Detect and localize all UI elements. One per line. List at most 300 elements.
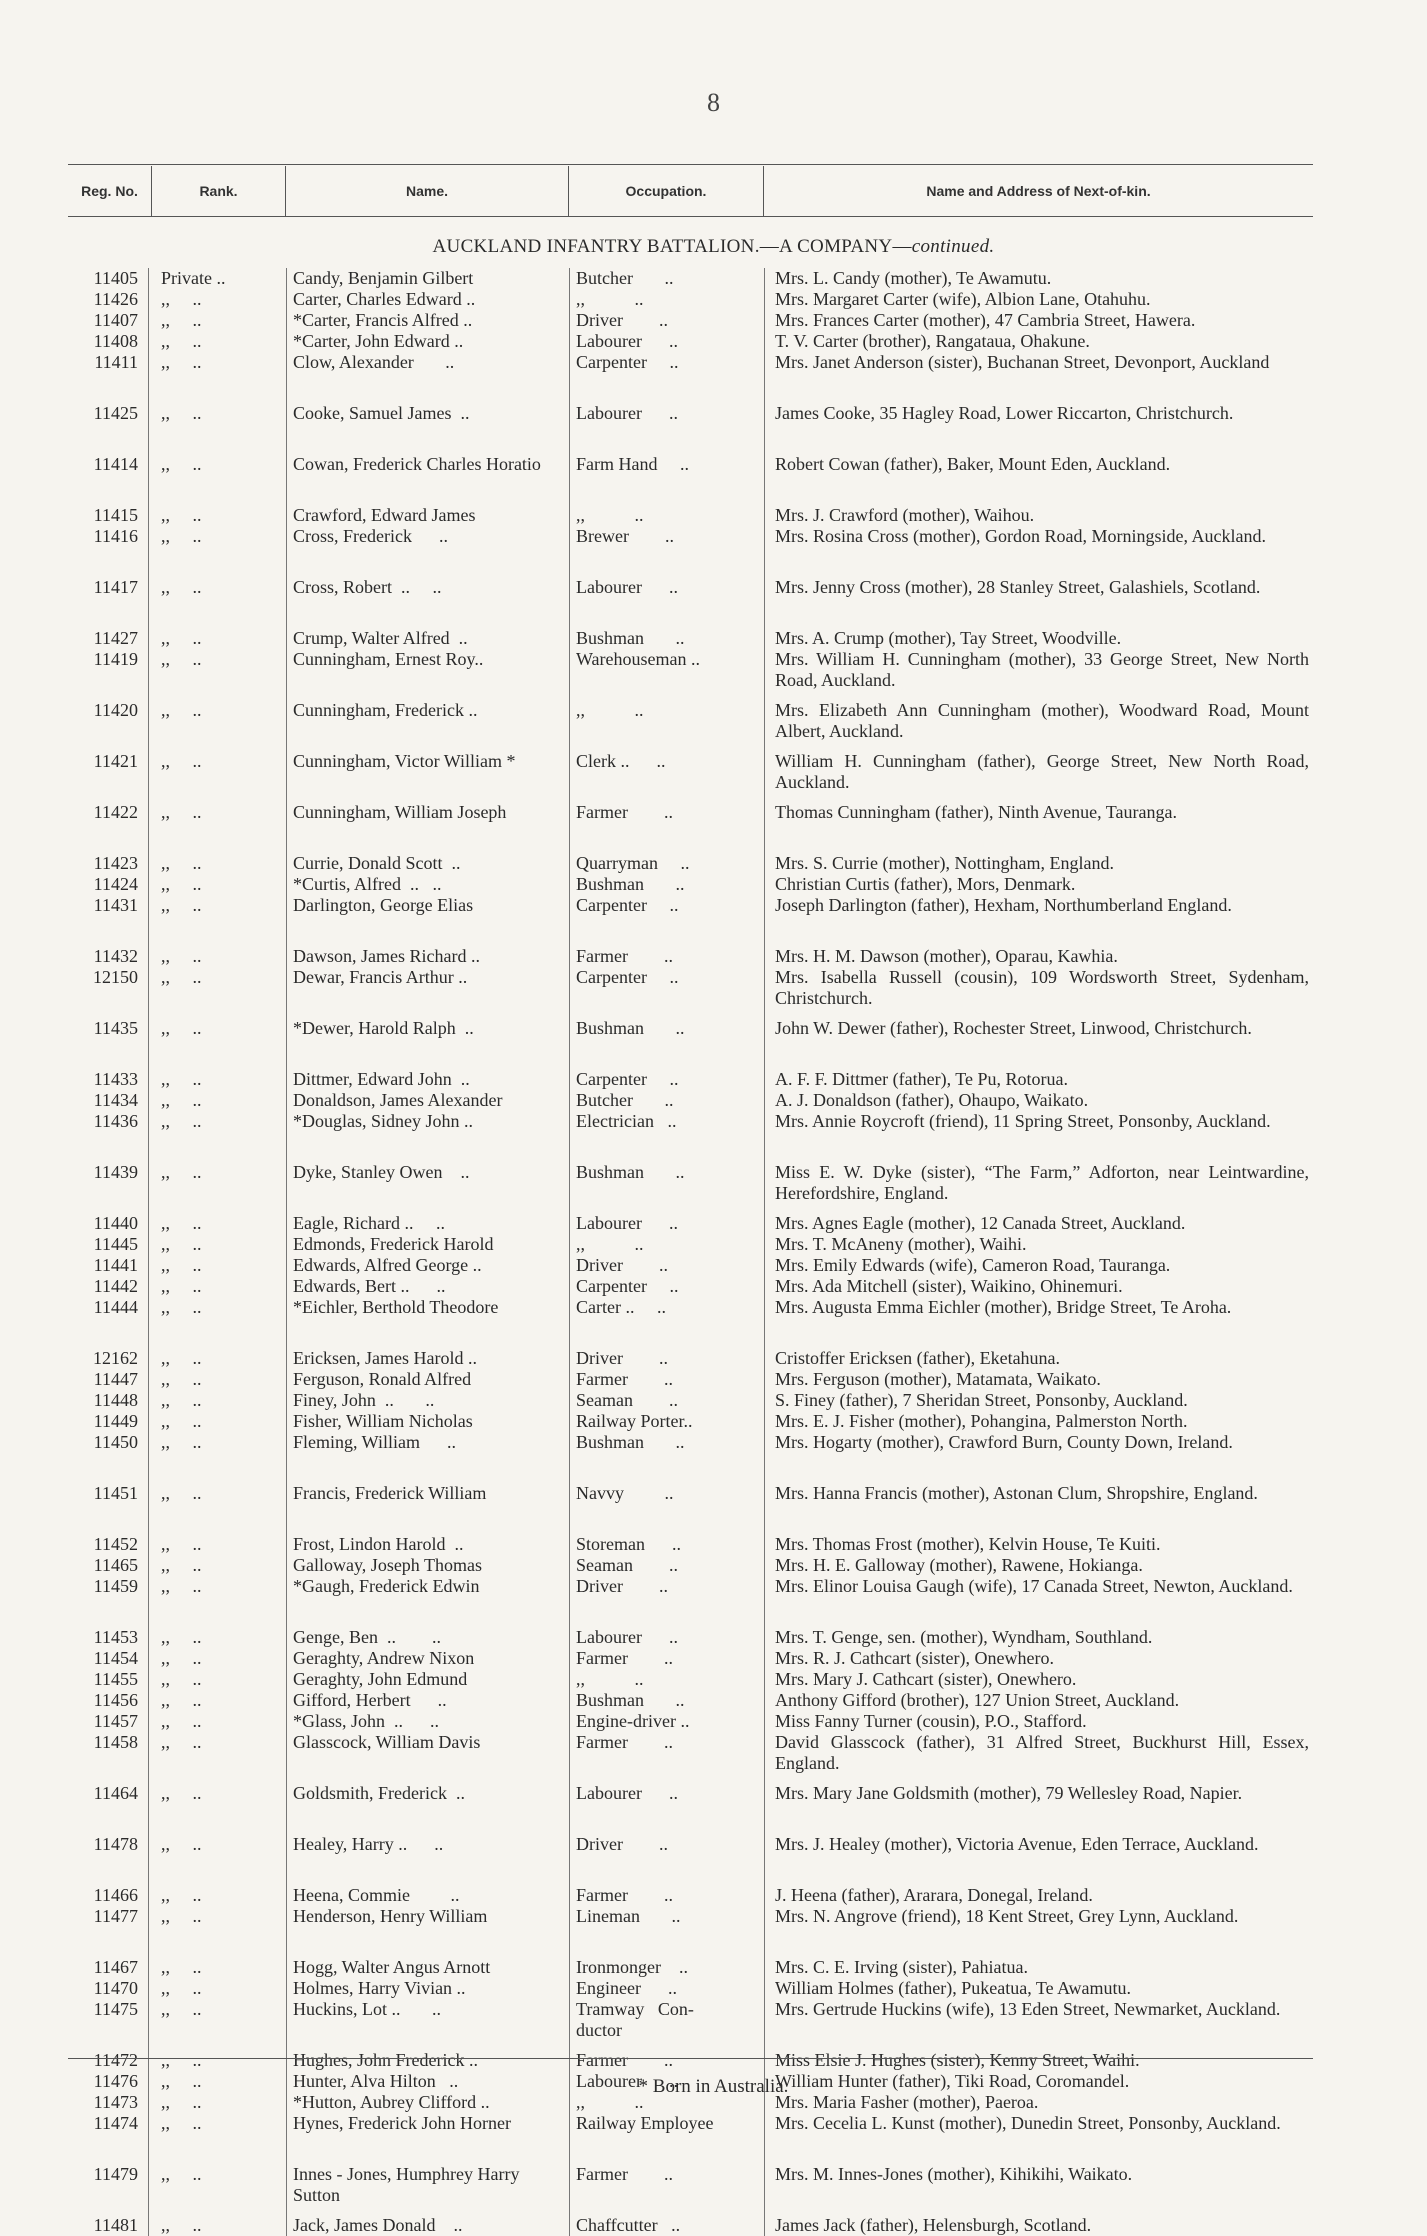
- reg-no-cell: 11407: [93, 310, 138, 330]
- table-row: [68, 1885, 1313, 1906]
- occupation-cell: Storeman ..: [569, 1534, 764, 1555]
- name-cell: Cunningham, Victor William *: [286, 751, 569, 802]
- name-cell: Fleming, William ..: [286, 1432, 569, 1483]
- table-row: [68, 1690, 1313, 1711]
- table-row: [68, 700, 1313, 751]
- table-row: [68, 1162, 1313, 1213]
- next-of-kin-cell: Mrs. Margaret Carter (wife), Albion Lane, Otahuhu.: [764, 289, 1313, 310]
- occupation-cell: Clerk .. ..: [569, 751, 764, 802]
- occupation-cell: Labourer ..: [569, 577, 764, 628]
- occupation-cell: ,, ..: [569, 700, 764, 751]
- reg-no-cell: 11411: [94, 352, 138, 372]
- rank-cell: ,, ..: [148, 700, 286, 751]
- rank-cell: Private ..: [148, 268, 286, 289]
- name-cell: Eagle, Richard .. ..: [286, 1213, 569, 1234]
- reg-no-cell: 11454: [93, 1648, 138, 1668]
- rank-cell: ,, ..: [148, 2215, 286, 2236]
- rank-cell: ,, ..: [148, 1576, 286, 1627]
- name-cell: Frost, Lindon Harold ..: [286, 1534, 569, 1555]
- table-row: [68, 802, 1313, 853]
- reg-no-cell: 11473: [93, 2092, 138, 2112]
- page-number: 8: [707, 88, 720, 117]
- reg-no-cell: 11470: [93, 1978, 138, 1998]
- rank-cell: ,, ..: [148, 505, 286, 526]
- name-cell: Hughes, John Frederick ..: [286, 2050, 569, 2071]
- next-of-kin-cell: Mrs. Ferguson (mother), Matamata, Waikato.: [764, 1369, 1313, 1390]
- name-cell: Cooke, Samuel James ..: [286, 403, 569, 454]
- occupation-cell: Carpenter ..: [569, 1276, 764, 1297]
- reg-no-cell: 11458: [93, 1732, 138, 1752]
- rank-cell: ,, ..: [148, 802, 286, 853]
- reg-no-cell: 11453: [93, 1627, 138, 1647]
- reg-no-cell: 11465: [93, 1555, 138, 1575]
- name-cell: Geraghty, Andrew Nixon: [286, 1648, 569, 1669]
- name-cell: Darlington, George Elias: [286, 895, 569, 946]
- next-of-kin-cell: John W. Dewer (father), Rochester Street, Linwood, Christchurch.: [764, 1018, 1313, 1069]
- occupation-cell: Carpenter ..: [569, 1069, 764, 1090]
- rank-cell: ,, ..: [148, 289, 286, 310]
- rank-cell: ,, ..: [148, 1297, 286, 1348]
- reg-no-cell: 11408: [93, 331, 138, 351]
- occupation-cell: Carter .. ..: [569, 1297, 764, 1348]
- table-row: [68, 1390, 1313, 1411]
- rank-cell: ,, ..: [148, 946, 286, 967]
- occupation-cell: Quarryman ..: [569, 853, 764, 874]
- occupation-cell: Farmer ..: [569, 2164, 764, 2215]
- table-header: [68, 166, 1313, 216]
- occupation-cell: Labourer ..: [569, 331, 764, 352]
- name-cell: Holmes, Harry Vivian ..: [286, 1978, 569, 1999]
- occupation-cell: Farmer ..: [569, 1369, 764, 1390]
- name-cell: Carter, Charles Edward ..: [286, 289, 569, 310]
- occupation-cell: Electrician ..: [569, 1111, 764, 1162]
- name-cell: Goldsmith, Frederick ..: [286, 1783, 569, 1834]
- table-row: [68, 1648, 1313, 1669]
- header-rank: Rank.: [152, 166, 286, 216]
- reg-no-cell: 11457: [93, 1711, 138, 1731]
- name-cell: Edmonds, Frederick Harold: [286, 1234, 569, 1255]
- name-cell: Clow, Alexander ..: [286, 352, 569, 403]
- reg-no-cell: 12162: [93, 1348, 138, 1368]
- name-cell: Cunningham, Frederick ..: [286, 700, 569, 751]
- next-of-kin-cell: Mrs. Thomas Frost (mother), Kelvin House, Te Kuiti.: [764, 1534, 1313, 1555]
- occupation-cell: Warehouseman ..: [569, 649, 764, 700]
- next-of-kin-cell: Mrs. Maria Fasher (mother), Paeroa.: [764, 2092, 1313, 2113]
- next-of-kin-cell: Mrs. Janet Anderson (sister), Buchanan Street, Devonport, Auckland: [764, 352, 1313, 403]
- next-of-kin-cell: T. V. Carter (brother), Rangataua, Ohakune.: [764, 331, 1313, 352]
- name-cell: *Gaugh, Frederick Edwin: [286, 1576, 569, 1627]
- rank-cell: ,, ..: [148, 1978, 286, 1999]
- reg-no-cell: 11421: [93, 751, 138, 771]
- reg-no-cell: 11431: [93, 895, 138, 915]
- name-cell: Finey, John .. ..: [286, 1390, 569, 1411]
- occupation-cell: Labourer ..: [569, 1627, 764, 1648]
- rank-cell: ,, ..: [148, 352, 286, 403]
- next-of-kin-cell: Mrs. J. Crawford (mother), Waihou.: [764, 505, 1313, 526]
- table-row: [68, 1255, 1313, 1276]
- rank-cell: ,, ..: [148, 1018, 286, 1069]
- rank-cell: ,, ..: [148, 526, 286, 577]
- occupation-cell: Seaman ..: [569, 1390, 764, 1411]
- table-row: [68, 1090, 1313, 1111]
- next-of-kin-cell: S. Finey (father), 7 Sheridan Street, Ponsonby, Auckland.: [764, 1390, 1313, 1411]
- occupation-cell: Tramway Con- ductor: [569, 1999, 764, 2050]
- table-row: [68, 1411, 1313, 1432]
- name-cell: Healey, Harry .. ..: [286, 1834, 569, 1885]
- reg-no-cell: 11475: [93, 1999, 138, 2019]
- table-row: [68, 2113, 1313, 2164]
- reg-no-cell: 11455: [93, 1669, 138, 1689]
- next-of-kin-cell: Mrs. M. Innes-Jones (mother), Kihikihi, Waikato.: [764, 2164, 1313, 2215]
- table-row: [68, 967, 1313, 1018]
- table-row: [68, 874, 1313, 895]
- rank-cell: ,, ..: [148, 1906, 286, 1957]
- occupation-cell: Carpenter ..: [569, 352, 764, 403]
- name-cell: *Glass, John .. ..: [286, 1711, 569, 1732]
- table-row: [68, 289, 1313, 310]
- table-row: [68, 649, 1313, 700]
- next-of-kin-cell: William H. Cunningham (father), George Street, New North Road, Auckland.: [764, 751, 1313, 802]
- occupation-cell: ,, ..: [569, 2092, 764, 2113]
- rank-cell: ,, ..: [148, 1234, 286, 1255]
- name-cell: Genge, Ben .. ..: [286, 1627, 569, 1648]
- table-row: [68, 1999, 1313, 2050]
- name-cell: Donaldson, James Alexander: [286, 1090, 569, 1111]
- rank-cell: ,, ..: [148, 853, 286, 874]
- reg-no-cell: 11476: [93, 2071, 138, 2091]
- occupation-cell: Lineman ..: [569, 1906, 764, 1957]
- name-cell: Cross, Robert .. ..: [286, 577, 569, 628]
- next-of-kin-cell: Mrs. N. Angrove (friend), 18 Kent Street, Grey Lynn, Auckland.: [764, 1906, 1313, 1957]
- rank-cell: ,, ..: [148, 751, 286, 802]
- table-row: [68, 895, 1313, 946]
- table-row: [68, 946, 1313, 967]
- name-cell: Ericksen, James Harold ..: [286, 1348, 569, 1369]
- occupation-cell: Bushman ..: [569, 1018, 764, 1069]
- name-cell: Hogg, Walter Angus Arnott: [286, 1957, 569, 1978]
- occupation-cell: ,, ..: [569, 289, 764, 310]
- table-row: [68, 1711, 1313, 1732]
- rank-cell: ,, ..: [148, 1390, 286, 1411]
- next-of-kin-cell: David Glasscock (father), 31 Alfred Street, Buckhurst Hill, Essex, England.: [764, 1732, 1313, 1783]
- rank-cell: ,, ..: [148, 1783, 286, 1834]
- table-row: [68, 751, 1313, 802]
- occupation-cell: Driver ..: [569, 1576, 764, 1627]
- next-of-kin-cell: Cristoffer Ericksen (father), Eketahuna.: [764, 1348, 1313, 1369]
- table-row: [68, 1732, 1313, 1783]
- rank-cell: ,, ..: [148, 1669, 286, 1690]
- next-of-kin-cell: Mrs. H. E. Galloway (mother), Rawene, Hokianga.: [764, 1555, 1313, 1576]
- next-of-kin-cell: Mrs. Mary J. Cathcart (sister), Onewhero.: [764, 1669, 1313, 1690]
- occupation-cell: Farmer ..: [569, 1885, 764, 1906]
- name-cell: Francis, Frederick William: [286, 1483, 569, 1534]
- name-cell: *Douglas, Sidney John ..: [286, 1111, 569, 1162]
- rank-cell: ,, ..: [148, 895, 286, 946]
- rank-cell: ,, ..: [148, 331, 286, 352]
- next-of-kin-cell: Mrs. L. Candy (mother), Te Awamutu.: [764, 268, 1313, 289]
- name-cell: Huckins, Lot .. ..: [286, 1999, 569, 2050]
- section-continued: continued.: [911, 236, 995, 257]
- name-cell: Jack, James Donald ..: [286, 2215, 569, 2236]
- next-of-kin-cell: Mrs. Jenny Cross (mother), 28 Stanley Street, Galashiels, Scotland.: [764, 577, 1313, 628]
- next-of-kin-cell: Mrs. Frances Carter (mother), 47 Cambria Street, Hawera.: [764, 310, 1313, 331]
- name-cell: Hynes, Frederick John Horner: [286, 2113, 569, 2164]
- rank-cell: ,, ..: [148, 1162, 286, 1213]
- table-row: [68, 1483, 1313, 1534]
- name-cell: Glasscock, William Davis: [286, 1732, 569, 1783]
- rank-cell: ,, ..: [148, 1213, 286, 1234]
- table-row: [68, 1669, 1313, 1690]
- table-row: [68, 2050, 1313, 2071]
- next-of-kin-cell: Robert Cowan (father), Baker, Mount Eden, Auckland.: [764, 454, 1313, 505]
- reg-no-cell: 11474: [93, 2113, 138, 2133]
- name-cell: Crawford, Edward James: [286, 505, 569, 526]
- name-cell: Cowan, Frederick Charles Horatio: [286, 454, 569, 505]
- name-cell: Dewar, Francis Arthur ..: [286, 967, 569, 1018]
- next-of-kin-cell: Mrs. Hogarty (mother), Crawford Burn, County Down, Ireland.: [764, 1432, 1313, 1483]
- occupation-cell: ,, ..: [569, 1234, 764, 1255]
- occupation-cell: Carpenter ..: [569, 895, 764, 946]
- reg-no-cell: 11424: [93, 874, 138, 894]
- rank-cell: ,, ..: [148, 967, 286, 1018]
- name-cell: *Dewer, Harold Ralph ..: [286, 1018, 569, 1069]
- occupation-cell: Labourer ..: [569, 403, 764, 454]
- occupation-cell: Driver ..: [569, 1834, 764, 1885]
- occupation-cell: ,, ..: [569, 505, 764, 526]
- name-cell: Innes - Jones, Humphrey Harry Sutton: [286, 2164, 569, 2215]
- reg-no-cell: 11425: [93, 403, 138, 423]
- next-of-kin-cell: Mrs. C. E. Irving (sister), Pahiatua.: [764, 1957, 1313, 1978]
- name-cell: *Curtis, Alfred .. ..: [286, 874, 569, 895]
- reg-no-cell: 11422: [93, 802, 138, 822]
- next-of-kin-cell: Joseph Darlington (father), Hexham, Northumberland England.: [764, 895, 1313, 946]
- table-row: [68, 1111, 1313, 1162]
- name-cell: Cunningham, Ernest Roy..: [286, 649, 569, 700]
- table-row: [68, 403, 1313, 454]
- next-of-kin-cell: Mrs. Agnes Eagle (mother), 12 Canada Street, Auckland.: [764, 1213, 1313, 1234]
- occupation-cell: Butcher ..: [569, 1090, 764, 1111]
- rank-cell: ,, ..: [148, 1555, 286, 1576]
- occupation-cell: Driver ..: [569, 310, 764, 331]
- occupation-cell: Ironmonger ..: [569, 1957, 764, 1978]
- table-row: [68, 1627, 1313, 1648]
- next-of-kin-cell: Mrs. Ada Mitchell (sister), Waikino, Ohinemuri.: [764, 1276, 1313, 1297]
- reg-no-cell: 11405: [93, 268, 138, 288]
- header-name: Name.: [286, 166, 569, 216]
- next-of-kin-cell: Mrs. Elinor Louisa Gaugh (wife), 17 Canada Street, Newton, Auckland.: [764, 1576, 1313, 1627]
- table-row: [68, 577, 1313, 628]
- reg-no-cell: 11450: [93, 1432, 138, 1452]
- reg-no-cell: 11477: [93, 1906, 138, 1926]
- name-cell: Cunningham, William Joseph: [286, 802, 569, 853]
- table-row: [68, 1834, 1313, 1885]
- table-row: [68, 1957, 1313, 1978]
- occupation-cell: Carpenter ..: [569, 967, 764, 1018]
- next-of-kin-cell: Mrs. Elizabeth Ann Cunningham (mother), Woodward Road, Mount Albert, Auckland.: [764, 700, 1313, 751]
- name-cell: Cross, Frederick ..: [286, 526, 569, 577]
- reg-no-cell: 11435: [93, 1018, 138, 1038]
- rank-cell: ,, ..: [148, 1369, 286, 1390]
- rank-cell: ,, ..: [148, 1348, 286, 1369]
- name-cell: *Hutton, Aubrey Clifford ..: [286, 2092, 569, 2113]
- occupation-cell: Farmer ..: [569, 946, 764, 967]
- table-row: [68, 1906, 1313, 1957]
- reg-no-cell: 11439: [93, 1162, 138, 1182]
- name-cell: Edwards, Alfred George ..: [286, 1255, 569, 1276]
- next-of-kin-cell: Mrs. Rosina Cross (mother), Gordon Road, Morningside, Auckland.: [764, 526, 1313, 577]
- next-of-kin-cell: Christian Curtis (father), Mors, Denmark.: [764, 874, 1313, 895]
- table-row: [68, 505, 1313, 526]
- rank-cell: ,, ..: [148, 1483, 286, 1534]
- rank-cell: ,, ..: [148, 310, 286, 331]
- section-title: [0, 236, 1427, 258]
- reg-no-cell: 12150: [93, 967, 138, 987]
- occupation-cell: ,, ..: [569, 1669, 764, 1690]
- table-row: [68, 1297, 1313, 1348]
- table-row: [68, 1432, 1313, 1483]
- name-cell: Gifford, Herbert ..: [286, 1690, 569, 1711]
- rank-cell: ,, ..: [148, 1648, 286, 1669]
- rank-cell: ,, ..: [148, 1999, 286, 2050]
- rank-cell: ,, ..: [148, 1111, 286, 1162]
- rank-cell: ,, ..: [148, 874, 286, 895]
- next-of-kin-cell: Mrs. Cecelia L. Kunst (mother), Dunedin Street, Ponsonby, Auckland.: [764, 2113, 1313, 2164]
- next-of-kin-cell: Mrs. S. Currie (mother), Nottingham, England.: [764, 853, 1313, 874]
- occupation-cell: Railway Porter..: [569, 1411, 764, 1432]
- next-of-kin-cell: Mrs. Mary Jane Goldsmith (mother), 79 Wellesley Road, Napier.: [764, 1783, 1313, 1834]
- rank-cell: ,, ..: [148, 1732, 286, 1783]
- name-cell: Heena, Commie ..: [286, 1885, 569, 1906]
- rank-cell: ,, ..: [148, 2050, 286, 2071]
- rank-cell: ,, ..: [148, 1711, 286, 1732]
- occupation-cell: Labourer ..: [569, 1783, 764, 1834]
- table-row: [68, 1018, 1313, 1069]
- next-of-kin-cell: Mrs. Isabella Russell (cousin), 109 Wordsworth Street, Sydenham, Christchurch.: [764, 967, 1313, 1018]
- name-cell: Henderson, Henry William: [286, 1906, 569, 1957]
- table-row: [68, 1576, 1313, 1627]
- reg-no-cell: 11416: [93, 526, 138, 546]
- occupation-cell: Butcher ..: [569, 268, 764, 289]
- rank-cell: ,, ..: [148, 2092, 286, 2113]
- reg-no-cell: 11414: [93, 454, 138, 474]
- next-of-kin-cell: A. F. F. Dittmer (father), Te Pu, Rotorua.: [764, 1069, 1313, 1090]
- next-of-kin-cell: William Holmes (father), Pukeatua, Te Awamutu.: [764, 1978, 1313, 1999]
- rank-cell: ,, ..: [148, 1534, 286, 1555]
- rank-cell: ,, ..: [148, 1432, 286, 1483]
- reg-no-cell: 11472: [93, 2050, 138, 2070]
- rank-cell: ,, ..: [148, 2164, 286, 2215]
- next-of-kin-cell: A. J. Donaldson (father), Ohaupo, Waikato.: [764, 1090, 1313, 1111]
- table-row: [68, 1534, 1313, 1555]
- rank-cell: ,, ..: [148, 1255, 286, 1276]
- rank-cell: ,, ..: [148, 403, 286, 454]
- occupation-cell: Labourer ..: [569, 2071, 764, 2092]
- name-cell: Crump, Walter Alfred ..: [286, 628, 569, 649]
- next-of-kin-cell: Mrs. E. J. Fisher (mother), Pohangina, Palmerston North.: [764, 1411, 1313, 1432]
- reg-no-cell: 11432: [93, 946, 138, 966]
- roll-table-body: [68, 268, 1313, 2236]
- next-of-kin-cell: Miss Elsie J. Hughes (sister), Kenny Street, Waihi.: [764, 2050, 1313, 2071]
- rank-cell: ,, ..: [148, 649, 286, 700]
- name-cell: *Eichler, Berthold Theodore: [286, 1297, 569, 1348]
- reg-no-cell: 11449: [93, 1411, 138, 1431]
- table-row: [68, 526, 1313, 577]
- occupation-cell: Farmer ..: [569, 2050, 764, 2071]
- reg-no-cell: 11436: [93, 1111, 138, 1131]
- next-of-kin-cell: Miss E. W. Dyke (sister), “The Farm,” Adforton, near Leintwardine, Herefordshire, England.: [764, 1162, 1313, 1213]
- rank-cell: ,, ..: [148, 1834, 286, 1885]
- name-cell: Galloway, Joseph Thomas: [286, 1555, 569, 1576]
- reg-no-cell: 11445: [93, 1234, 138, 1254]
- next-of-kin-cell: Mrs. Gertrude Huckins (wife), 13 Eden Street, Newmarket, Auckland.: [764, 1999, 1313, 2050]
- reg-no-cell: 11420: [93, 700, 138, 720]
- occupation-cell: Labourer ..: [569, 1213, 764, 1234]
- next-of-kin-cell: Mrs. T. Genge, sen. (mother), Wyndham, Southland.: [764, 1627, 1313, 1648]
- next-of-kin-cell: Anthony Gifford (brother), 127 Union Street, Auckland.: [764, 1690, 1313, 1711]
- rank-cell: ,, ..: [148, 577, 286, 628]
- header-rule-bottom: [68, 216, 1313, 217]
- rank-cell: ,, ..: [148, 454, 286, 505]
- reg-no-cell: 11427: [93, 628, 138, 648]
- next-of-kin-cell: Mrs. Annie Roycroft (friend), 11 Spring Street, Ponsonby, Auckland.: [764, 1111, 1313, 1162]
- occupation-cell: Bushman ..: [569, 874, 764, 895]
- name-cell: *Carter, Francis Alfred ..: [286, 310, 569, 331]
- table-row: [68, 331, 1313, 352]
- occupation-cell: Driver ..: [569, 1255, 764, 1276]
- table-row: [68, 1213, 1313, 1234]
- name-cell: Hunter, Alva Hilton ..: [286, 2071, 569, 2092]
- reg-no-cell: 11442: [93, 1276, 138, 1296]
- occupation-cell: Bushman ..: [569, 1432, 764, 1483]
- reg-no-cell: 11440: [93, 1213, 138, 1233]
- table-row: [68, 853, 1313, 874]
- reg-no-cell: 11434: [93, 1090, 138, 1110]
- name-cell: Candy, Benjamin Gilbert: [286, 268, 569, 289]
- table-row: [68, 454, 1313, 505]
- occupation-cell: Bushman ..: [569, 1690, 764, 1711]
- table-row: [68, 1234, 1313, 1255]
- section-title-text: AUCKLAND INFANTRY BATTALION.—A COMPANY—: [432, 236, 912, 257]
- table-row: [68, 2215, 1313, 2236]
- rank-cell: ,, ..: [148, 1276, 286, 1297]
- occupation-cell: Railway Employee: [569, 2113, 764, 2164]
- reg-no-cell: 11447: [93, 1369, 138, 1389]
- rank-cell: ,, ..: [148, 1627, 286, 1648]
- reg-no-cell: 11448: [93, 1390, 138, 1410]
- rank-cell: ,, ..: [148, 1069, 286, 1090]
- table-row: [68, 1369, 1313, 1390]
- next-of-kin-cell: J. Heena (father), Ararara, Donegal, Ireland.: [764, 1885, 1313, 1906]
- reg-no-cell: 11444: [93, 1297, 138, 1317]
- table-row: [68, 1978, 1313, 1999]
- occupation-cell: Farmer ..: [569, 1648, 764, 1669]
- name-cell: Dawson, James Richard ..: [286, 946, 569, 967]
- name-cell: Dyke, Stanley Owen ..: [286, 1162, 569, 1213]
- occupation-cell: Engineer ..: [569, 1978, 764, 1999]
- occupation-cell: Farmer ..: [569, 1732, 764, 1783]
- occupation-cell: Chaffcutter ..: [569, 2215, 764, 2236]
- name-cell: Fisher, William Nicholas: [286, 1411, 569, 1432]
- table-row: [68, 1069, 1313, 1090]
- name-cell: Dittmer, Edward John ..: [286, 1069, 569, 1090]
- occupation-cell: Bushman ..: [569, 1162, 764, 1213]
- occupation-cell: Seaman ..: [569, 1555, 764, 1576]
- rank-cell: ,, ..: [148, 1090, 286, 1111]
- reg-no-cell: 11478: [93, 1834, 138, 1854]
- rank-cell: ,, ..: [148, 1690, 286, 1711]
- next-of-kin-cell: Mrs. Emily Edwards (wife), Cameron Road, Tauranga.: [764, 1255, 1313, 1276]
- next-of-kin-cell: James Jack (father), Helensburgh, Scotland.: [764, 2215, 1313, 2236]
